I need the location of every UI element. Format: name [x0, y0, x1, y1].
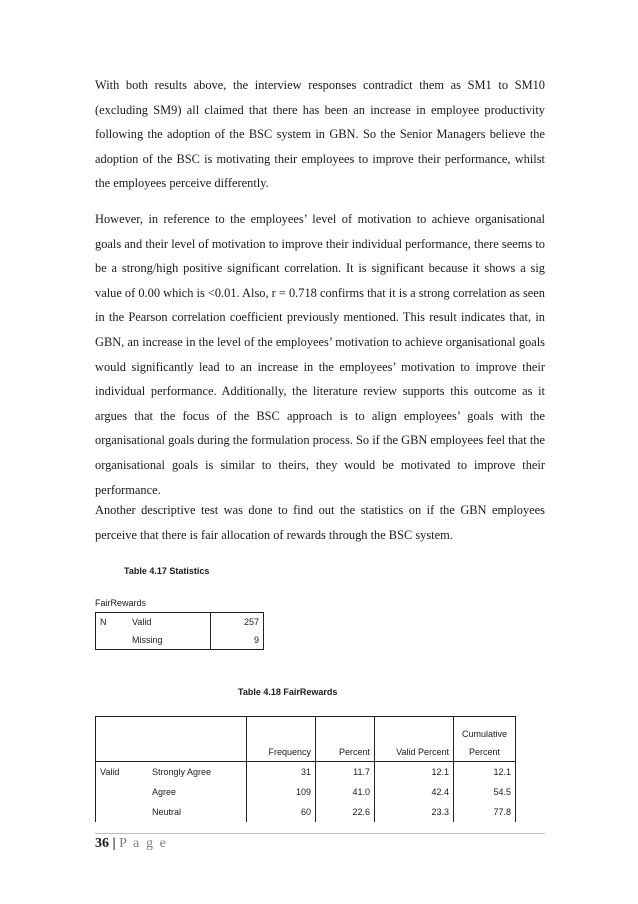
footer-separator: | — [112, 836, 116, 851]
table-cell: 60 — [247, 802, 316, 822]
table-4-18-caption: Table 4.18 FairRewards — [238, 687, 338, 697]
stats-variable-label: FairRewards — [95, 598, 147, 608]
paragraph-3: Another descriptive test was done to find out the statistics on if the GBN employees perceive that there is fair allocation of rewards through the BSC system. — [95, 503, 545, 542]
page-number: 36 — [95, 836, 109, 851]
table-cell: 22.6 — [316, 802, 375, 822]
header-frequency: Frequency — [247, 717, 316, 762]
table-cell: 257 — [211, 613, 264, 632]
table-cell: Valid — [96, 762, 149, 783]
paragraph-2: However, in reference to the employees’ level of motivation to achieve organisational goals and their level of motivation to improve their individual performance, there seems to be a strong/high positive significant correlation. It is significant because it shows a sig value of 0.00 which is <0.01. Also, r = 0.718 confirms that it is a strong correlation as seen in the Pearson correlation coefficient previously mentioned. This result indicates that, in GBN, an increase in the level of the employees’ motivation to achieve organisational goals would significantly lead to an increase in the employees’ motivation to improve their individual performance. Additionally, the literature review supports this outcome as it argues that the focus of the BSC approach is to align employees’ goals with the organisational goals during the formulation process. So if the GBN employees feel that the organisational goals is similar to theirs, they would be motivated to improve their performance. — [95, 212, 545, 497]
page-footer — [95, 836, 168, 852]
table-cell: 77.8 — [454, 802, 516, 822]
table-cell — [96, 782, 149, 802]
table-cell: 9 — [211, 631, 264, 650]
header-valid-percent: Valid Percent — [375, 717, 454, 762]
header-cumulative-line2: Percent — [468, 747, 501, 757]
paragraph-1: With both results above, the interview responses contradict them as SM1 to SM10 (excluding SM9) all claimed that there has been an increase in employee productivity following the adoption of the BSC system in GBN. So the Senior Managers believe the adoption of the BSC is motivating their employees to improve their performance, whilst the employees perceive differently. — [95, 78, 545, 191]
table-cell: 42.4 — [375, 782, 454, 802]
table-4-17-caption: Table 4.17 Statistics — [124, 566, 210, 576]
statistics-table — [95, 612, 264, 650]
header-cumulative-line1: Cumulative — [461, 729, 508, 739]
fair-rewards-table — [95, 716, 516, 822]
table-header-row — [96, 717, 516, 762]
table-cell: 12.1 — [375, 762, 454, 783]
table-cell: Strongly Agree — [148, 762, 247, 783]
footer-divider — [95, 833, 545, 834]
table-cell: Agree — [148, 782, 247, 802]
table-cell: Missing — [128, 631, 211, 650]
table-cell: 12.1 — [454, 762, 516, 783]
header-percent: Percent — [316, 717, 375, 762]
page-label: P a g e — [119, 836, 168, 851]
table-row — [96, 782, 516, 802]
table-row — [96, 613, 264, 632]
table-cell — [96, 802, 149, 822]
table-row — [96, 802, 516, 822]
table-cell: 54.5 — [454, 782, 516, 802]
table-cell: Neutral — [148, 802, 247, 822]
table-cell — [96, 631, 129, 650]
table-cell: 109 — [247, 782, 316, 802]
table-cell: N — [96, 613, 129, 632]
table-row — [96, 631, 264, 650]
table-cell: 23.3 — [375, 802, 454, 822]
header-cumulative-percent — [454, 717, 516, 762]
table-cell: 41.0 — [316, 782, 375, 802]
table-cell: 11.7 — [316, 762, 375, 783]
table-cell: 31 — [247, 762, 316, 783]
table-row — [96, 762, 516, 783]
table-cell: Valid — [128, 613, 211, 632]
